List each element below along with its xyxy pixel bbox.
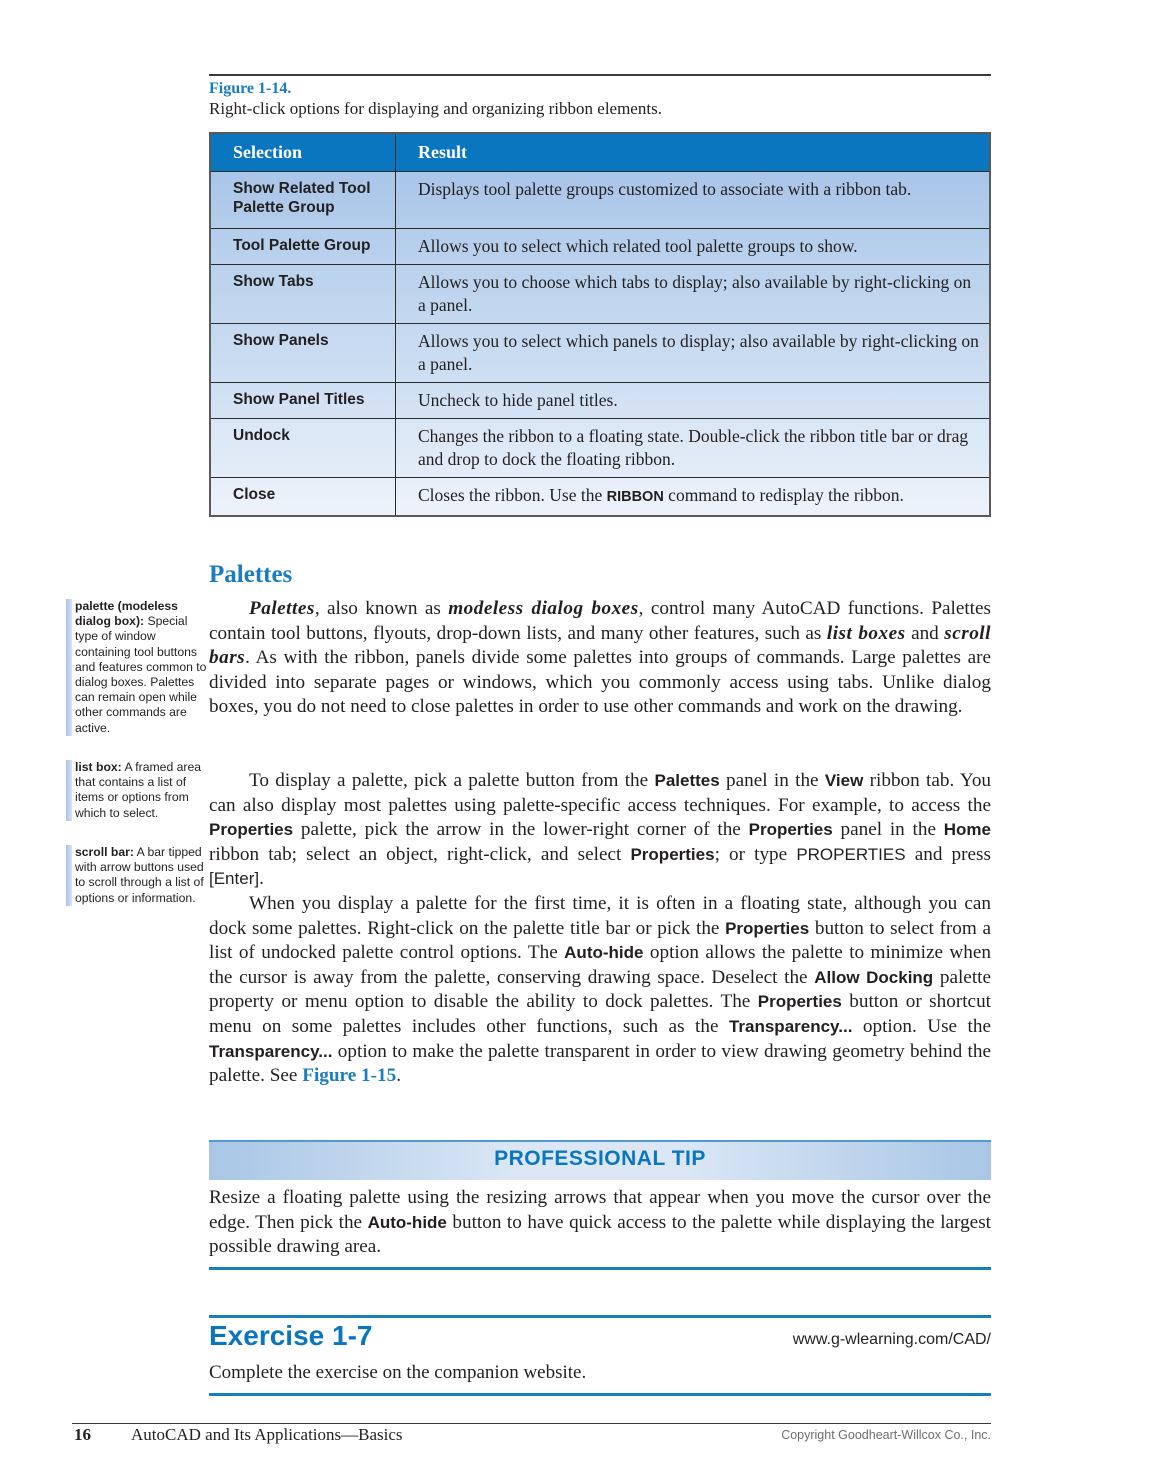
result-cell: Allows you to select which related tool palette groups to show. bbox=[396, 229, 991, 265]
exercise-instructions: Complete the exercise on the companion website. bbox=[209, 1362, 587, 1383]
table-row bbox=[210, 265, 990, 324]
ribbon-options-table bbox=[209, 132, 991, 517]
exercise-top-rule bbox=[209, 1315, 991, 1318]
table-row bbox=[210, 172, 990, 229]
table-row bbox=[210, 383, 990, 419]
table-row bbox=[210, 324, 990, 383]
table-header-row bbox=[210, 133, 990, 172]
figure-label: Figure 1-14. bbox=[209, 80, 292, 97]
exercise-title: Exercise 1-7 bbox=[209, 1320, 373, 1351]
selection-cell: Show Tabs bbox=[210, 265, 396, 324]
selection-cell: Show Panel Titles bbox=[210, 383, 396, 419]
glossary-entry-scroll-bar: scroll bar: A bar tipped with arrow buttons used to scroll through a list of options or information. bbox=[66, 845, 211, 906]
table-row bbox=[210, 478, 990, 517]
figure-top-rule bbox=[209, 74, 991, 76]
selection-cell: Tool Palette Group bbox=[210, 229, 396, 265]
exercise-bottom-rule bbox=[209, 1393, 991, 1396]
glossary-entry-palette: palette (modeless dialog box): Special type of window containing tool buttons and features common to dialog boxes. Palettes can remain open while other commands are active. bbox=[66, 599, 211, 736]
paragraph-display-palette: To display a palette, pick a palette button from the Palettes panel in the View ribbon tab. You can also display most palettes using palette-specific access techniques. For example, to access the Properties palette, pick the arrow in the lower-right corner of the Properties panel in the Home ribbon tab; select an object, right-click, and select Properties; or type PROPERTIES and press [Enter]. bbox=[209, 770, 992, 890]
result-cell: Allows you to choose which tabs to display; also available by right-clicking on a panel. bbox=[396, 265, 991, 324]
selection-cell: Close bbox=[210, 478, 396, 517]
column-header-selection: Selection bbox=[210, 133, 396, 172]
command-ribbon: RIBBON bbox=[606, 489, 664, 505]
exercise-url-link[interactable]: www.g-wlearning.com/CAD/ bbox=[792, 1331, 991, 1348]
book-title: AutoCAD and Its Applications—Basics bbox=[131, 1425, 403, 1444]
copyright-notice: Copyright Goodheart-Willcox Co., Inc. bbox=[781, 1428, 991, 1442]
selection-cell: Undock bbox=[210, 419, 396, 478]
section-title: Palettes bbox=[209, 561, 293, 588]
result-cell: Uncheck to hide panel titles. bbox=[396, 383, 991, 419]
professional-tip-title: PROFESSIONAL TIP bbox=[494, 1147, 706, 1170]
table-row bbox=[210, 419, 990, 478]
selection-cell: Show Panels bbox=[210, 324, 396, 383]
paragraph-floating-palette: When you display a palette for the first time, it is often in a floating state, although you can dock some palettes. Right-click on the palette title bar or pick the Properties button to select from a list of undocked palette control options. The Auto-hide option allows the palette to minimize when the cursor is away from the palette, conserving drawing space. Deselect the Allow Docking palette property or menu option to disable the ability to dock palettes. The Properties button or shortcut menu on some palettes includes other functions, such as the Transparency... option. Use the Transparency... option to make the palette transparent in order to view drawing geometry behind the palette. See Figure 1-15. bbox=[209, 893, 991, 1087]
figure-1-15-link[interactable]: Figure 1-15 bbox=[302, 1065, 397, 1087]
result-cell: Allows you to select which panels to display; also available by right-clicking on a panel. bbox=[396, 324, 991, 383]
glossary-entry-list-box: list box: A framed area that contains a list of items or options from which to select. bbox=[66, 760, 211, 821]
footer-rule bbox=[72, 1423, 991, 1424]
table-row bbox=[210, 229, 990, 265]
page-number: 16 bbox=[74, 1425, 91, 1444]
result-cell: Displays tool palette groups customized to associate with a ribbon tab. bbox=[396, 172, 991, 229]
column-header-result: Result bbox=[396, 133, 991, 172]
selection-cell: Show Related Tool Palette Group bbox=[210, 172, 396, 229]
figure-caption: Right-click options for displaying and organizing ribbon elements. bbox=[209, 99, 662, 118]
professional-tip-text: Resize a floating palette using the resizing arrows that appear when you move the cursor over the edge. Then pick the Auto-hide button to have quick access to the palette while displaying the largest possible drawing area. bbox=[209, 1187, 991, 1258]
paragraph-palettes-intro: Palettes, also known as modeless dialog boxes, control many AutoCAD functions. Palettes contain tool buttons, flyouts, drop-down lists, and many other features, such as list boxes and scroll bars. As with the ribbon, panels divide some palettes into groups of commands. Large palettes are divided into separate pages or windows, which you commonly access using tabs. Unlike dialog boxes, you do not need to close palettes in order to use other commands and work on the drawing. bbox=[209, 598, 991, 718]
result-cell: Closes the ribbon. Use the RIBBON command to redisplay the ribbon. bbox=[396, 478, 991, 517]
professional-tip-bottom-rule bbox=[209, 1267, 991, 1270]
result-cell: Changes the ribbon to a floating state. Double-click the ribbon title bar or drag and drop to dock the floating ribbon. bbox=[396, 419, 991, 478]
